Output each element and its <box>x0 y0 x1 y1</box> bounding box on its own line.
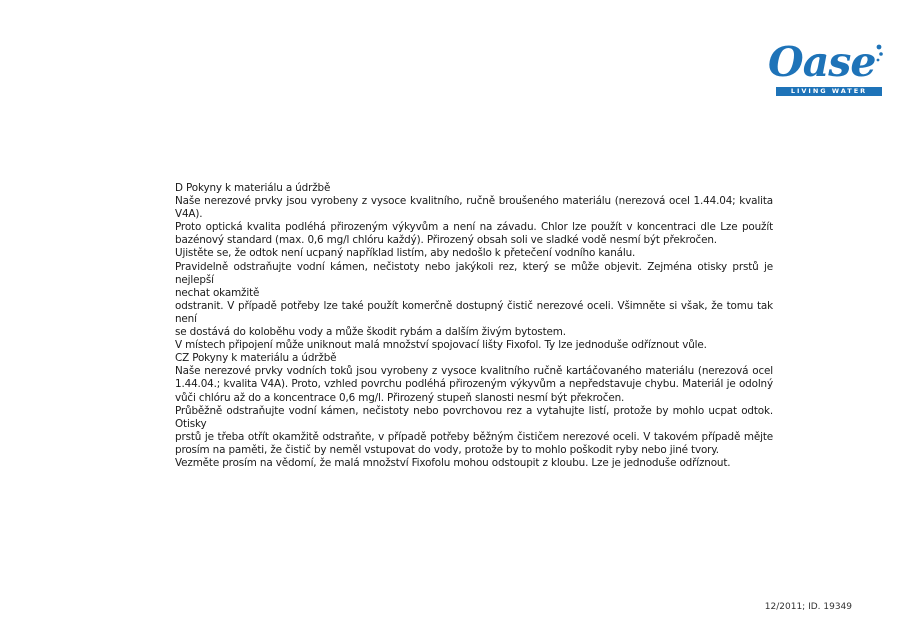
paragraph-line: Ujistěte se, že odtok není ucpaný například listím, aby nedošlo k přetečení vodního kanálu. <box>175 247 636 260</box>
paragraph-line: 1.44.04.; kvalita V4A). Proto, vzhled povrchu podléhá přirozeným výkyvům a nepředstavuje chybu. Materiál je odolný <box>175 378 773 391</box>
document-id-footer: 12/2011; ID. 19349 <box>764 602 852 612</box>
paragraph-line: prstů je třeba otřít okamžitě odstraňte, v případě potřeby běžným čističem nerezové oceli. V takovém případě mějte <box>175 430 773 443</box>
paragraph-line: Naše nerezové prvky jsou vyrobeny z vysoce kvalitního, ručně broušeného materiálu (nerezová ocel 1.44.04; kvalita V4A). <box>175 195 773 221</box>
paragraph-line: Pravidelně odstraňujte vodní kámen, nečistoty nebo jakýkoli rez, který se může objevit. Zejména otisky prstů je nejlepší <box>175 260 773 286</box>
paragraph-line: bazénový standard (max. 0,6 mg/l chlóru každý). Přirozený obsah soli ve sladké vodě nesmí být překročen. <box>175 234 717 247</box>
paragraph-line: Proto optická kvalita podléhá přirozeným výkyvům a není na závadu. Chlor lze použít v koncentraci dle Lze použít <box>175 221 773 234</box>
paragraph-line: Vezměte prosím na vědomí, že malá množství Fixofolu mohou odstoupit z kloubu. Lze je jednoduše odříznout. <box>175 456 731 469</box>
logo-tagline: LIVING WATER <box>776 87 882 96</box>
logo-wordmark: Oase <box>768 38 876 86</box>
paragraph-line: se dostává do koloběhu vody a může škodit rybám a dalším živým bytostem. <box>175 326 566 339</box>
paragraph-line: nechat okamžitě <box>175 286 260 299</box>
section-heading-cz: CZ Pokyny k materiálu a údržbě <box>175 352 337 365</box>
water-drops-icon <box>872 44 886 66</box>
paragraph-line: Naše nerezové prvky vodních toků jsou vyrobeny z vysoce kvalitního ručně kartáčovaného materiálu (nerezová ocel <box>175 365 773 378</box>
section-heading-d: D Pokyny k materiálu a údržbě <box>175 182 331 194</box>
paragraph-line: odstranit. V případě potřeby lze také použít komerčně dostupný čistič nerezové oceli. Všimněte si však, že tomu tak není <box>175 299 773 325</box>
paragraph-line: V místech připojení může uniknout malá množství spojovací lišty Fixofol. Ty lze jednoduše odříznout vůle. <box>175 339 707 352</box>
oase-logo <box>764 40 886 100</box>
paragraph-line: prosím na paměti, že čistič by neměl vstupovat do vody, protože by to mohlo poškodit ryby nebo jiné tvory. <box>175 443 719 456</box>
paragraph-line: Průběžně odstraňujte vodní kámen, nečistoty nebo povrchovou rez a vytahujte listí, protože by mohlo ucpat odtok. Otisky <box>175 404 773 430</box>
paragraph-line: vůči chlóru až do a koncentrace 0,6 mg/l. Přirozený stupeň slanosti nesmí být překročen. <box>175 391 625 404</box>
document-body <box>175 182 773 470</box>
